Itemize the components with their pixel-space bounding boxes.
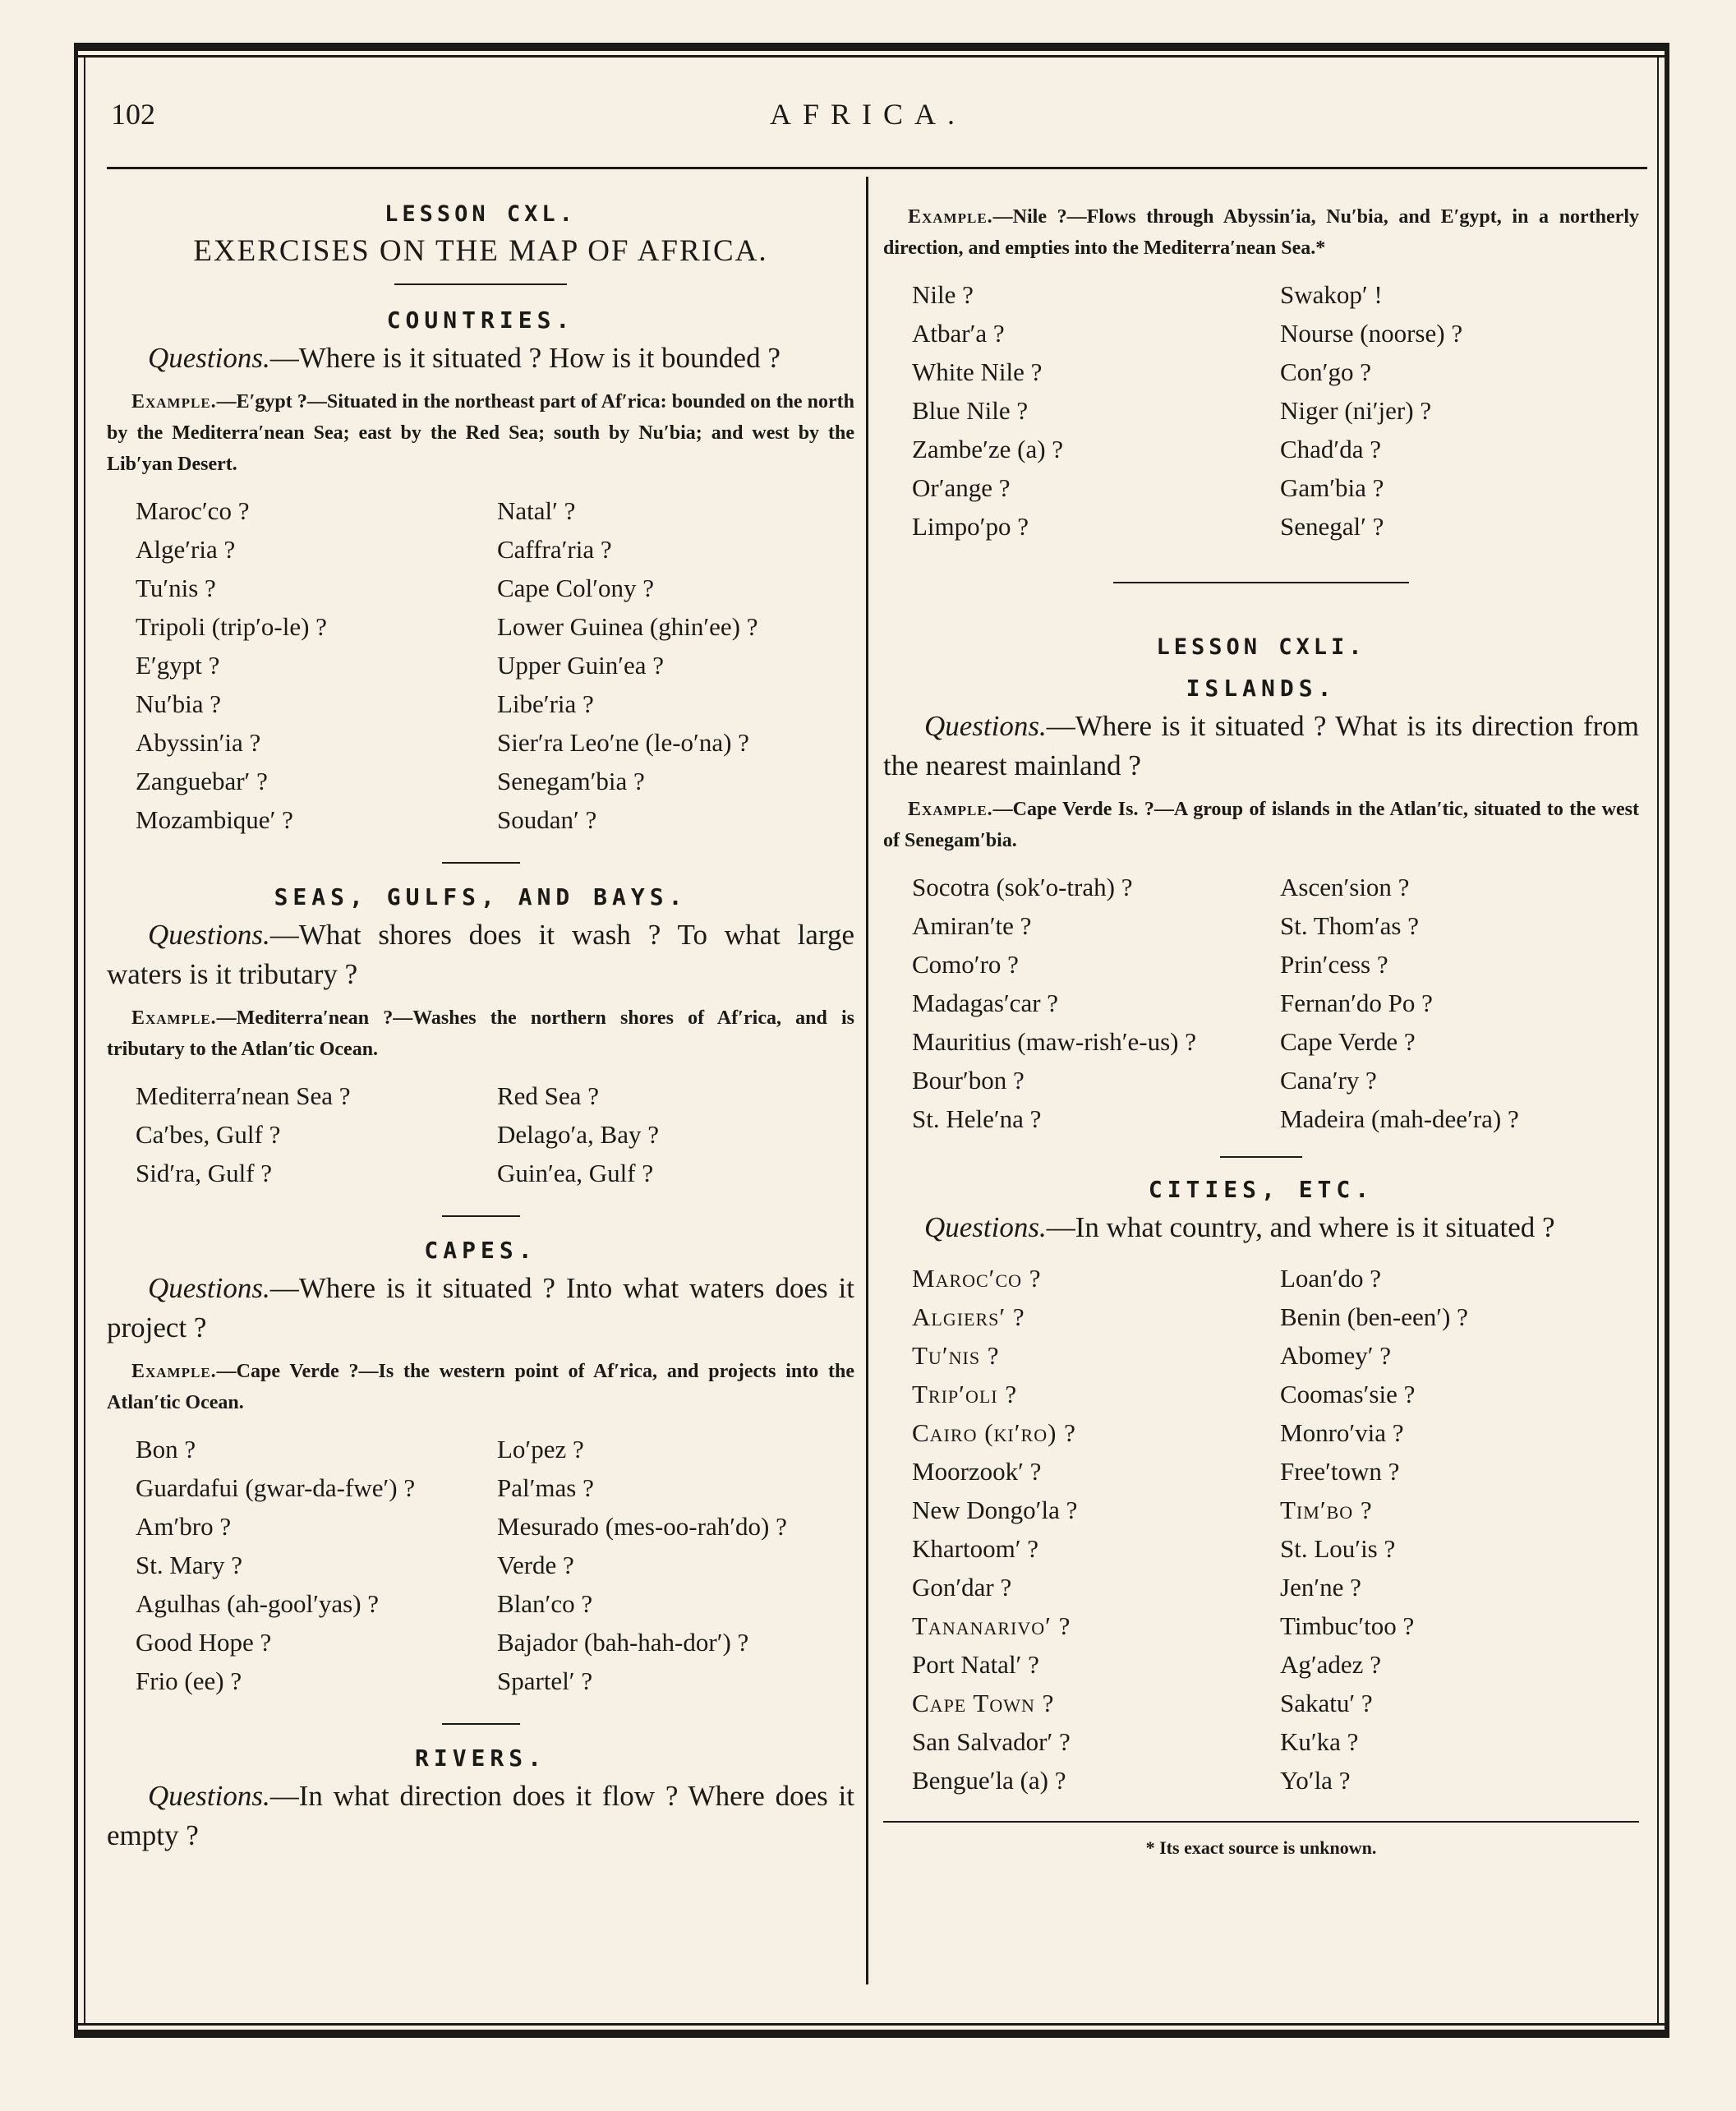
list-item: Frio (ee) ? <box>136 1666 242 1695</box>
list-item: Mauritius (maw-rish′e-us) ? <box>912 1027 1196 1056</box>
list-item: Tripoli (trip′o-le) ? <box>136 612 327 641</box>
list-item: Amiran′te ? <box>912 911 1032 940</box>
list-item: Madeira (mah-dee′ra) ? <box>1280 1104 1519 1133</box>
page-frame-top-inner <box>74 55 1669 58</box>
countries-list <box>136 491 854 839</box>
list-item: Prin′cess ? <box>1280 950 1388 979</box>
page-number: 102 <box>111 98 155 131</box>
page-frame-left <box>74 43 78 2033</box>
list-item: Sid′ra, Gulf ? <box>136 1159 273 1187</box>
list-item: Tananarivo′ ? <box>912 1611 1071 1640</box>
list-item: Loan′do ? <box>1280 1264 1381 1293</box>
page-frame-top <box>74 43 1669 51</box>
list-item: Limpo′po ? <box>912 512 1029 541</box>
list-item: Maroc′co ? <box>912 1264 1042 1293</box>
list-item: Upper Guin′ea ? <box>497 651 665 680</box>
questions-rivers <box>107 1777 854 1855</box>
example-label: Example. <box>131 1007 217 1029</box>
list-item: Libe′ria ? <box>497 689 594 718</box>
list-item: Red Sea ? <box>497 1081 599 1110</box>
questions-cities <box>883 1208 1639 1247</box>
list-item: Agulhas (ah-gool′yas) ? <box>136 1589 380 1618</box>
list-item: Tim′bo ? <box>1280 1496 1373 1524</box>
list-item: Ku′ka ? <box>1280 1727 1359 1756</box>
list-item: New Dongo′la ? <box>912 1496 1078 1524</box>
page-frame-right <box>1665 43 1669 2033</box>
list-item: Pal′mas ? <box>497 1473 594 1502</box>
section-divider <box>442 1215 520 1217</box>
example-seas <box>107 1002 854 1065</box>
list-item: Ascen′sion ? <box>1280 873 1410 901</box>
section-divider <box>442 1723 520 1725</box>
section-divider <box>1220 1156 1302 1158</box>
questions-label: Questions. <box>148 1272 270 1304</box>
questions-text: —Where is it situated ? Into what waters does it project ? <box>107 1272 854 1344</box>
list-item: Bajador (bah-hah-dor′) ? <box>497 1628 749 1657</box>
list-item: Nourse (noorse) ? <box>1280 319 1463 348</box>
rivers-list <box>912 275 1639 546</box>
list-item: Soudan′ ? <box>497 805 597 834</box>
list-item: Tu′nis ? <box>136 574 216 602</box>
list-item: Cape Town ? <box>912 1689 1055 1717</box>
list-item: Good Hope ? <box>136 1628 272 1657</box>
questions-countries <box>107 339 854 378</box>
questions-islands <box>883 707 1639 786</box>
list-item: Or′ange ? <box>912 473 1011 502</box>
list-item: Algiers′ ? <box>912 1302 1025 1331</box>
list-item: Fernan′do Po ? <box>1280 989 1433 1017</box>
questions-text: —In what direction does it flow ? Where does it empty ? <box>107 1780 854 1851</box>
list-item: Trip′oli ? <box>912 1380 1018 1408</box>
seas-list <box>136 1076 854 1192</box>
list-item: Chad′da ? <box>1280 435 1381 463</box>
capes-list <box>136 1430 854 1700</box>
list-item: Como′ro ? <box>912 950 1019 979</box>
list-item: Monro′via ? <box>1280 1418 1404 1447</box>
list-item: Natal′ ? <box>497 496 576 525</box>
list-item: Timbuc′too ? <box>1280 1611 1415 1640</box>
list-item: Mediterra′nean Sea ? <box>136 1081 351 1110</box>
list-item: Port Natal′ ? <box>912 1650 1039 1679</box>
example-capes <box>107 1356 854 1418</box>
footnote-rule <box>883 1821 1639 1823</box>
list-item: Delago′a, Bay ? <box>497 1120 660 1149</box>
section-title-capes: CAPES. <box>424 1237 537 1264</box>
cities-list <box>912 1259 1639 1800</box>
list-item: Senegam′bia ? <box>497 767 645 795</box>
list-item: Coomas′sie ? <box>1280 1380 1416 1408</box>
list-item: Bengue′la (a) ? <box>912 1766 1066 1795</box>
list-item: Nile ? <box>912 280 974 309</box>
page-frame-bottom <box>74 2030 1669 2038</box>
example-text: —E′gypt ?—Situated in the northeast part of Af′rica: bounded on the north by the Mediterra′nean Sea; east by the Red Sea; south by Nu′bia; and west by the Lib′yan Desert. <box>107 391 854 475</box>
islands-list <box>912 868 1639 1138</box>
list-item: Yo′la ? <box>1280 1766 1351 1795</box>
list-item: Verde ? <box>497 1551 574 1579</box>
questions-label: Questions. <box>148 919 270 951</box>
questions-text: —What shores does it wash ? To what large waters is it tributary ? <box>107 919 854 990</box>
example-label: Example. <box>908 799 993 820</box>
header-rule <box>107 167 1647 169</box>
questions-seas <box>107 915 854 994</box>
list-item: Khartoom′ ? <box>912 1534 1038 1563</box>
list-item: Atbar′a ? <box>912 319 1005 348</box>
list-item: Mozambique′ ? <box>136 805 293 834</box>
list-item: Abyssin′ia ? <box>136 728 261 757</box>
questions-label: Questions. <box>924 1211 1047 1243</box>
section-title-cities: CITIES, ETC. <box>1148 1176 1375 1203</box>
list-item: Mesurado (mes-oo-rah′do) ? <box>497 1512 787 1541</box>
questions-text: —Where is it situated ? How is it bounded ? <box>269 342 781 374</box>
section-divider <box>442 862 520 864</box>
list-item: Blue Nile ? <box>912 396 1029 425</box>
section-divider <box>394 283 567 285</box>
list-item: San Salvador′ ? <box>912 1727 1071 1756</box>
section-title-countries: COUNTRIES. <box>386 307 575 334</box>
lesson-divider <box>1113 582 1409 583</box>
list-item: Ag′adez ? <box>1280 1650 1381 1679</box>
section-title-islands: ISLANDS. <box>1186 675 1337 702</box>
list-item: Con′go ? <box>1280 357 1371 386</box>
list-item: Ca′bes, Gulf ? <box>136 1120 281 1149</box>
footnote: * Its exact source is unknown. <box>1145 1837 1377 1858</box>
example-text: —Cape Verde Is. ?—A group of islands in the Atlan′tic, situated to the west of Senegam′bia. <box>883 799 1639 851</box>
list-item: Spartel′ ? <box>497 1666 593 1695</box>
list-item: White Nile ? <box>912 357 1043 386</box>
list-item: Senegal′ ? <box>1280 512 1384 541</box>
questions-label: Questions. <box>148 1780 270 1812</box>
list-item: Cape Verde ? <box>1280 1027 1416 1056</box>
list-item: Alge′ria ? <box>136 535 236 564</box>
section-title-seas: SEAS, GULFS, AND BAYS. <box>274 883 688 910</box>
running-head: AFRICA. <box>769 98 967 131</box>
list-item: St. Mary ? <box>136 1551 243 1579</box>
list-item: Moorzook′ ? <box>912 1457 1042 1486</box>
list-item: Sakatu′ ? <box>1280 1689 1373 1717</box>
list-item: Zanguebar′ ? <box>136 767 268 795</box>
list-item: Zambe′ze (a) ? <box>912 435 1064 463</box>
list-item: Guin′ea, Gulf ? <box>497 1159 654 1187</box>
page-frame-left-inner <box>84 55 85 2023</box>
list-item: St. Lou′is ? <box>1280 1534 1396 1563</box>
section-title-rivers: RIVERS. <box>414 1745 546 1772</box>
page-title: EXERCISES ON THE MAP OF AFRICA. <box>193 234 768 268</box>
questions-text: —In what country, and where is it situated ? <box>1046 1211 1555 1243</box>
list-item: Benin (ben-een′) ? <box>1280 1302 1468 1331</box>
list-item: Madagas′car ? <box>912 989 1059 1017</box>
list-item: Lower Guinea (ghin′ee) ? <box>497 612 758 641</box>
questions-label: Questions. <box>148 342 270 374</box>
lesson-title: LESSON CXLI. <box>1156 634 1366 660</box>
list-item: Niger (ni′jer) ? <box>1280 396 1432 425</box>
example-rivers <box>883 201 1639 264</box>
example-text: —Nile ?—Flows through Abyssin′ia, Nu′bia, and E′gypt, in a northerly direction, and empties into the Mediterra′nean Sea.* <box>883 206 1639 259</box>
list-item: Gam′bia ? <box>1280 473 1384 502</box>
list-item: Tu′nis ? <box>912 1341 1000 1370</box>
example-text: —Cape Verde ?—Is the western point of Af′rica, and projects into the Atlan′tic Ocean. <box>107 1361 854 1413</box>
left-column <box>107 201 854 1855</box>
list-item: Cape Col′ony ? <box>497 574 655 602</box>
list-item: Abomey′ ? <box>1280 1341 1392 1370</box>
column-divider <box>866 177 868 1984</box>
list-item: Lo′pez ? <box>497 1435 584 1463</box>
example-label: Example. <box>131 1361 217 1382</box>
list-item: Free′town ? <box>1280 1457 1400 1486</box>
list-item: Bon ? <box>136 1435 196 1463</box>
questions-text: —Where is it situated ? What is its direction from the nearest mainland ? <box>883 710 1639 781</box>
page-frame-bottom-inner <box>74 2023 1669 2026</box>
list-item: Nu′bia ? <box>136 689 222 718</box>
example-islands <box>883 794 1639 856</box>
list-item: E′gypt ? <box>136 651 220 680</box>
lesson-title: LESSON CXL. <box>384 201 577 227</box>
page-frame-right-inner <box>1657 55 1659 2023</box>
list-item: Maroc′co ? <box>136 496 250 525</box>
questions-label: Questions. <box>924 710 1047 742</box>
example-countries <box>107 386 854 480</box>
example-text: —Mediterra′nean ?—Washes the northern shores of Af′rica, and is tributary to the Atlan′tic Ocean. <box>107 1007 854 1060</box>
example-label: Example. <box>908 206 993 228</box>
list-item: Cairo (ki′ro) ? <box>912 1418 1076 1447</box>
list-item: Socotra (sok′o-trah) ? <box>912 873 1133 901</box>
list-item: St. Thom′as ? <box>1280 911 1419 940</box>
list-item: Cana′ry ? <box>1280 1066 1377 1095</box>
right-column <box>883 201 1639 1859</box>
example-label: Example. <box>131 391 217 413</box>
list-item: Sier′ra Leo′ne (le-o′na) ? <box>497 728 749 757</box>
list-item: Gon′dar ? <box>912 1573 1012 1602</box>
list-item: Caffra′ria ? <box>497 535 612 564</box>
list-item: St. Hele′na ? <box>912 1104 1042 1133</box>
list-item: Blan′co ? <box>497 1589 593 1618</box>
list-item: Guardafui (gwar-da-fwe′) ? <box>136 1473 416 1502</box>
list-item: Bour′bon ? <box>912 1066 1025 1095</box>
questions-capes <box>107 1269 854 1348</box>
list-item: Am′bro ? <box>136 1512 232 1541</box>
list-item: Swakop′ ! <box>1280 280 1383 309</box>
list-item: Jen′ne ? <box>1280 1573 1361 1602</box>
